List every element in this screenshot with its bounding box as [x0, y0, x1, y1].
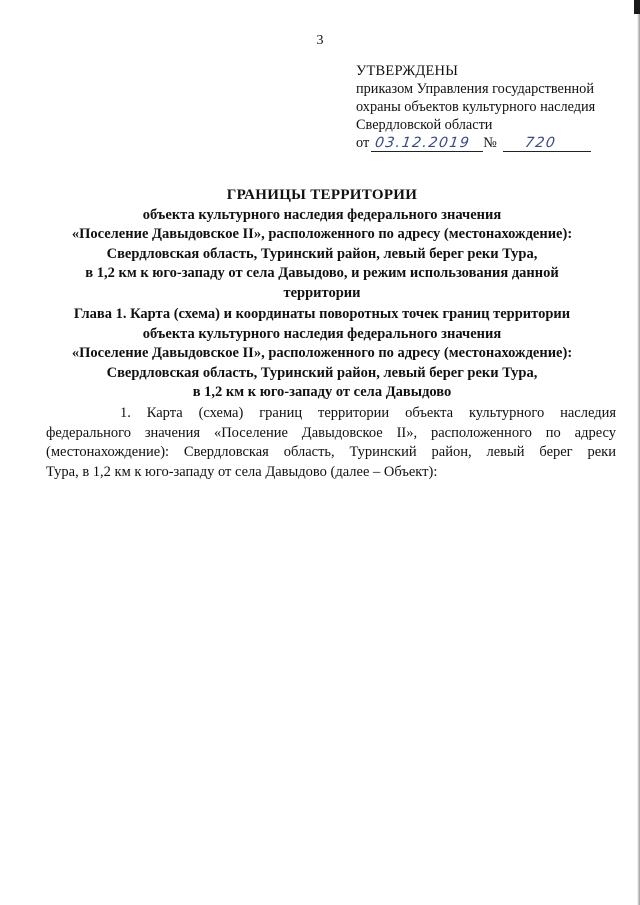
- scan-corner-mark: [634, 0, 640, 14]
- handwritten-number: 720: [523, 135, 558, 151]
- chapter-heading-line: «Поселение Давыдовское II», расположенного по адресу (местонахождение):: [71, 345, 573, 361]
- paragraph-line: Тура, в 1,2 км к юго-западу от села Давыдово (далее – Объект):: [46, 463, 438, 480]
- main-heading: [48, 186, 596, 303]
- approval-line: охраны объектов культурного наследия: [356, 99, 596, 115]
- chapter-heading-line: в 1,2 км к юго-западу от села Давыдово: [192, 384, 452, 400]
- paragraph-line: федерального значения «Поселение Давыдовское II», расположенного по адресу: [46, 424, 616, 441]
- main-heading-line: «Поселение Давыдовское II», расположенного по адресу (местонахождение):: [71, 226, 573, 242]
- main-heading-line: объекта культурного наследия федерального значения: [142, 206, 502, 223]
- approval-line: Свердловской области: [356, 117, 493, 133]
- handwritten-date: 03.12.2019: [374, 135, 472, 151]
- chapter-heading-line: объекта культурного наследия федерального значения: [142, 325, 502, 342]
- date-prefix: от: [356, 135, 370, 151]
- chapter-heading: [48, 305, 596, 403]
- chapter-heading-line: Свердловская область, Туринский район, левый берег реки Тура,: [106, 364, 538, 381]
- approval-block: [356, 62, 626, 152]
- main-heading-title: ГРАНИЦЫ ТЕРРИТОРИИ: [226, 187, 418, 203]
- number-prefix: №: [483, 135, 497, 151]
- approval-line: приказом Управления государственной: [356, 81, 594, 97]
- paragraph-line: 1. Карта (схема) границ территории объекта культурного наследия: [120, 405, 616, 421]
- chapter-heading-line: Глава 1. Карта (схема) и координаты поворотных точек границ территории: [73, 306, 571, 322]
- paragraph-line: (местонахождение): Свердловская область, Туринский район, левый берег реки: [46, 444, 616, 460]
- main-heading-line: Свердловская область, Туринский район, левый берег реки Тура,: [106, 245, 538, 262]
- date-field: [371, 135, 483, 152]
- main-heading-line: в 1,2 км к юго-западу от села Давыдово, и режим использования данной: [85, 265, 559, 281]
- body-paragraph: [46, 404, 616, 482]
- main-heading-line: территории: [283, 284, 361, 301]
- approval-date-number-row: [356, 134, 626, 152]
- number-field: [503, 135, 591, 152]
- approval-title: УТВЕРЖДЕНЫ: [356, 63, 459, 79]
- page-number: 3: [316, 33, 324, 48]
